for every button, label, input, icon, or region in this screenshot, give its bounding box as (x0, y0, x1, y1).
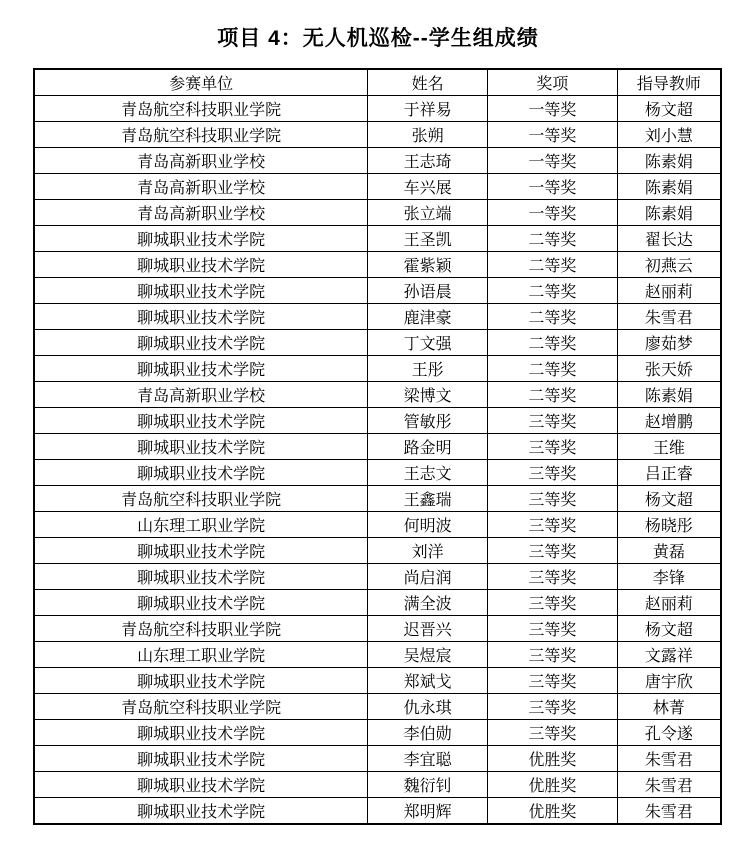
cell-teacher: 文露祥 (617, 642, 721, 668)
cell-teacher: 杨文超 (617, 96, 721, 122)
cell-name: 孙语晨 (368, 278, 488, 304)
cell-teacher: 林菁 (617, 694, 721, 720)
cell-name: 丁文强 (368, 330, 488, 356)
cell-teacher: 朱雪君 (617, 746, 721, 772)
cell-award: 二等奖 (487, 304, 617, 330)
column-header-unit: 参赛单位 (34, 69, 368, 96)
cell-teacher: 孔令遂 (617, 720, 721, 746)
results-table-header (34, 69, 721, 96)
cell-teacher: 陈素娟 (617, 382, 721, 408)
table-row (34, 304, 721, 330)
cell-award: 三等奖 (487, 486, 617, 512)
cell-teacher: 李锋 (617, 564, 721, 590)
cell-name: 霍紫颖 (368, 252, 488, 278)
cell-award: 二等奖 (487, 252, 617, 278)
table-row (34, 486, 721, 512)
cell-teacher: 陈素娟 (617, 148, 721, 174)
cell-name: 刘洋 (368, 538, 488, 564)
cell-unit: 聊城职业技术学院 (34, 460, 368, 486)
cell-teacher: 王维 (617, 434, 721, 460)
table-row (34, 174, 721, 200)
cell-award: 一等奖 (487, 148, 617, 174)
cell-name: 王志文 (368, 460, 488, 486)
cell-unit: 聊城职业技术学院 (34, 278, 368, 304)
table-row (34, 512, 721, 538)
cell-award: 一等奖 (487, 174, 617, 200)
cell-award: 三等奖 (487, 668, 617, 694)
cell-unit: 聊城职业技术学院 (34, 746, 368, 772)
cell-name: 管敏彤 (368, 408, 488, 434)
cell-award: 三等奖 (487, 434, 617, 460)
cell-award: 三等奖 (487, 460, 617, 486)
cell-name: 迟晋兴 (368, 616, 488, 642)
cell-unit: 山东理工职业学院 (34, 642, 368, 668)
cell-teacher: 朱雪君 (617, 798, 721, 825)
cell-name: 仇永琪 (368, 694, 488, 720)
cell-unit: 青岛高新职业学校 (34, 382, 368, 408)
cell-teacher: 陈素娟 (617, 174, 721, 200)
header-row (34, 69, 721, 96)
column-header-teacher: 指导教师 (617, 69, 721, 96)
table-row (34, 278, 721, 304)
table-row (34, 668, 721, 694)
cell-award: 三等奖 (487, 512, 617, 538)
cell-award: 三等奖 (487, 616, 617, 642)
cell-name: 张立端 (368, 200, 488, 226)
cell-teacher: 朱雪君 (617, 304, 721, 330)
cell-award: 一等奖 (487, 122, 617, 148)
cell-award: 二等奖 (487, 382, 617, 408)
cell-teacher: 初燕云 (617, 252, 721, 278)
table-row (34, 96, 721, 122)
cell-unit: 聊城职业技术学院 (34, 226, 368, 252)
column-header-name: 姓名 (368, 69, 488, 96)
cell-teacher: 杨文超 (617, 486, 721, 512)
table-row (34, 694, 721, 720)
cell-unit: 聊城职业技术学院 (34, 434, 368, 460)
results-table (33, 68, 722, 825)
cell-award: 一等奖 (487, 96, 617, 122)
cell-teacher: 翟长达 (617, 226, 721, 252)
table-row (34, 616, 721, 642)
cell-teacher: 唐宇欣 (617, 668, 721, 694)
table-row (34, 538, 721, 564)
table-row (34, 122, 721, 148)
cell-award: 优胜奖 (487, 746, 617, 772)
cell-name: 王志琦 (368, 148, 488, 174)
cell-teacher: 刘小慧 (617, 122, 721, 148)
cell-unit: 青岛高新职业学校 (34, 200, 368, 226)
cell-unit: 聊城职业技术学院 (34, 720, 368, 746)
cell-award: 三等奖 (487, 694, 617, 720)
cell-award: 二等奖 (487, 278, 617, 304)
cell-teacher: 朱雪君 (617, 772, 721, 798)
cell-unit: 青岛航空科技职业学院 (34, 122, 368, 148)
table-row (34, 200, 721, 226)
table-row (34, 226, 721, 252)
cell-unit: 聊城职业技术学院 (34, 252, 368, 278)
table-row (34, 330, 721, 356)
cell-unit: 聊城职业技术学院 (34, 538, 368, 564)
results-table-body (34, 96, 721, 825)
cell-award: 三等奖 (487, 720, 617, 746)
table-row (34, 434, 721, 460)
cell-unit: 青岛航空科技职业学院 (34, 486, 368, 512)
cell-name: 尚启润 (368, 564, 488, 590)
page-title: 项目 4：无人机巡检--学生组成绩 (217, 27, 539, 50)
cell-award: 一等奖 (487, 200, 617, 226)
cell-unit: 聊城职业技术学院 (34, 590, 368, 616)
cell-name: 李伯勋 (368, 720, 488, 746)
cell-unit: 青岛航空科技职业学院 (34, 96, 368, 122)
cell-teacher: 赵丽莉 (617, 278, 721, 304)
cell-award: 三等奖 (487, 590, 617, 616)
cell-name: 王彤 (368, 356, 488, 382)
cell-name: 魏衍钊 (368, 772, 488, 798)
cell-award: 优胜奖 (487, 798, 617, 825)
cell-unit: 聊城职业技术学院 (34, 356, 368, 382)
table-row (34, 772, 721, 798)
cell-name: 郑明辉 (368, 798, 488, 825)
cell-name: 李宜聪 (368, 746, 488, 772)
table-row (34, 564, 721, 590)
cell-name: 王鑫瑞 (368, 486, 488, 512)
cell-name: 于祥易 (368, 96, 488, 122)
cell-unit: 青岛航空科技职业学院 (34, 616, 368, 642)
cell-teacher: 赵增鹏 (617, 408, 721, 434)
table-row (34, 720, 721, 746)
cell-unit: 聊城职业技术学院 (34, 772, 368, 798)
table-row (34, 252, 721, 278)
cell-unit: 聊城职业技术学院 (34, 668, 368, 694)
cell-teacher: 杨文超 (617, 616, 721, 642)
cell-award: 三等奖 (487, 408, 617, 434)
table-row (34, 642, 721, 668)
cell-award: 二等奖 (487, 356, 617, 382)
column-header-award: 奖项 (487, 69, 617, 96)
cell-teacher: 赵丽莉 (617, 590, 721, 616)
cell-teacher: 吕正睿 (617, 460, 721, 486)
table-row (34, 408, 721, 434)
cell-unit: 聊城职业技术学院 (34, 408, 368, 434)
cell-unit: 聊城职业技术学院 (34, 330, 368, 356)
cell-name: 车兴展 (368, 174, 488, 200)
cell-unit: 聊城职业技术学院 (34, 798, 368, 825)
cell-unit: 聊城职业技术学院 (34, 564, 368, 590)
cell-name: 张朔 (368, 122, 488, 148)
cell-unit: 山东理工职业学院 (34, 512, 368, 538)
table-row (34, 356, 721, 382)
cell-name: 何明波 (368, 512, 488, 538)
cell-teacher: 杨晓彤 (617, 512, 721, 538)
cell-name: 梁博文 (368, 382, 488, 408)
cell-name: 吴煜宸 (368, 642, 488, 668)
cell-name: 郑斌戈 (368, 668, 488, 694)
cell-name: 满全波 (368, 590, 488, 616)
table-row (34, 590, 721, 616)
cell-teacher: 黄磊 (617, 538, 721, 564)
table-row (34, 148, 721, 174)
cell-unit: 青岛高新职业学校 (34, 148, 368, 174)
cell-award: 二等奖 (487, 330, 617, 356)
cell-teacher: 张天娇 (617, 356, 721, 382)
cell-name: 鹿津豪 (368, 304, 488, 330)
cell-teacher: 廖茹梦 (617, 330, 721, 356)
cell-unit: 聊城职业技术学院 (34, 304, 368, 330)
cell-unit: 青岛高新职业学校 (34, 174, 368, 200)
cell-award: 优胜奖 (487, 772, 617, 798)
cell-award: 三等奖 (487, 564, 617, 590)
cell-award: 三等奖 (487, 642, 617, 668)
cell-award: 三等奖 (487, 538, 617, 564)
table-row (34, 460, 721, 486)
cell-award: 二等奖 (487, 226, 617, 252)
cell-name: 路金明 (368, 434, 488, 460)
cell-name: 王圣凯 (368, 226, 488, 252)
table-row (34, 746, 721, 772)
cell-teacher: 陈素娟 (617, 200, 721, 226)
cell-unit: 青岛航空科技职业学院 (34, 694, 368, 720)
table-row (34, 798, 721, 825)
table-row (34, 382, 721, 408)
